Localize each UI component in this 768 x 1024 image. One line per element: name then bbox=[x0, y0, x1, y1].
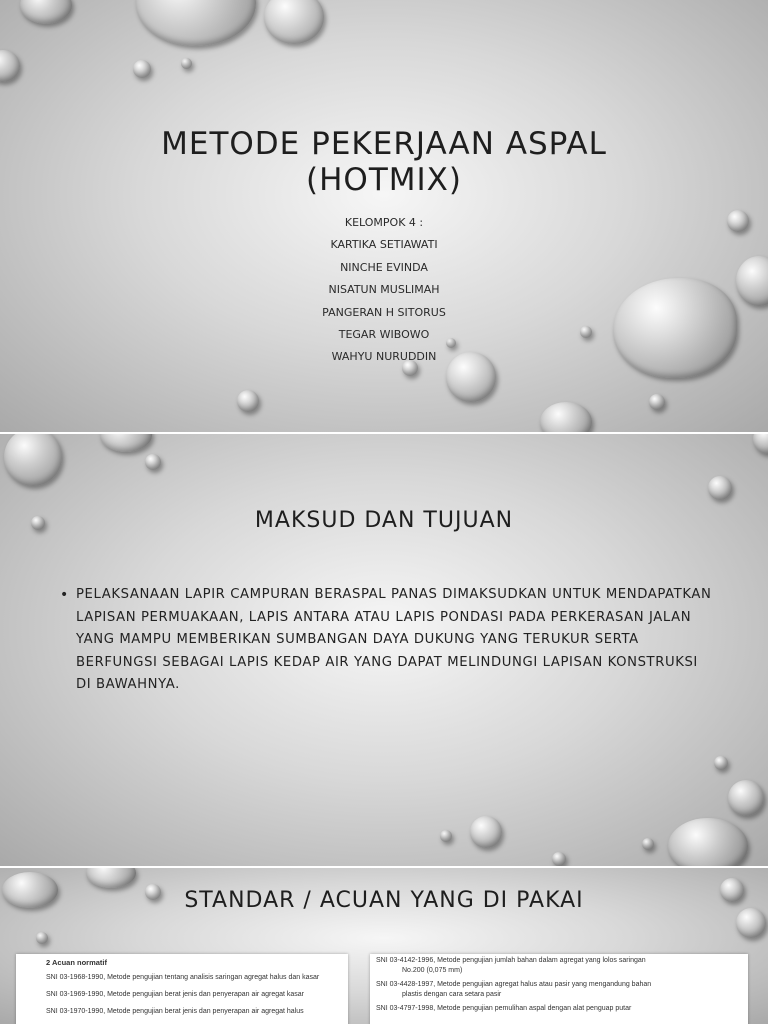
standards-slide bbox=[0, 868, 768, 1024]
water-drop-decoration bbox=[642, 838, 654, 850]
reference-line: SNI 03-4142-1996, Metode pengujian jumlah bahan dalam agregat yang lolos saringan bbox=[376, 957, 646, 964]
purpose-slide bbox=[0, 434, 768, 866]
water-drop-decoration bbox=[668, 818, 748, 866]
group-label: KELOMPOK 4 : bbox=[344, 216, 424, 229]
water-drop-decoration bbox=[540, 402, 592, 432]
section-title: MAKSUD DAN TUJUAN bbox=[254, 508, 514, 533]
normative-reference-image-left bbox=[16, 954, 348, 1024]
water-drop-decoration bbox=[714, 756, 728, 770]
reference-line: plastis dengan cara setara pasir bbox=[402, 991, 502, 998]
title-slide bbox=[0, 0, 768, 432]
bullet-point: • bbox=[60, 587, 69, 603]
reference-line: SNI 03-4428-1997, Metode pengujian agregat halus atau pasir yang mengandung bahan bbox=[376, 981, 652, 988]
reference-heading: 2 Acuan normatif bbox=[46, 958, 107, 967]
title-line-1: METODE PEKERJAAN ASPAL bbox=[161, 126, 607, 162]
member-name: NISATUN MUSLIMAH bbox=[328, 283, 440, 297]
reference-line: SNI 03-1969-1990, Metode pengujian berat jenis dan penyerapan air agregat kasar bbox=[46, 991, 305, 998]
water-drop-decoration bbox=[264, 0, 324, 44]
water-drop-decoration bbox=[86, 868, 136, 888]
group-members bbox=[0, 212, 768, 369]
water-drop-decoration bbox=[133, 60, 151, 78]
water-drop-decoration bbox=[753, 434, 768, 454]
water-drop-decoration bbox=[237, 390, 259, 412]
normative-reference-image-right bbox=[370, 954, 748, 1024]
reference-line: SNI 03-1970-1990, Metode pengujian berat jenis dan penyerapan air agregat halus bbox=[46, 1008, 304, 1015]
presentation-title bbox=[0, 126, 768, 198]
reference-line: SNI 03-4797-1998, Metode pengujian pemulihan aspal dengan alat penguap putar bbox=[376, 1005, 632, 1012]
member-name: WAHYU NURUDDIN bbox=[331, 350, 437, 364]
member-name: NINCHE EVINDA bbox=[340, 260, 428, 274]
reference-line: No.200 (0,075 mm) bbox=[402, 967, 463, 974]
member-name: PANGERAN H SITORUS bbox=[322, 305, 446, 319]
bullet-text: PELAKSANAAN LAPIR CAMPURAN BERASPAL PANAS DIMAKSUDKAN UNTUK MENDAPATKAN LAPISAN PERMUAKAAN, LAPIS ANTARA ATAU LAPIS PONDASI PADA PERKERASAN JALAN YANG MAMPU MEMBERIKAN SUMBANGAN DAYA DUKUNG YANG TERUKUR SERTA BERFUNGSI SEBAGAI LAPIS KEDAP AIR YANG DAPAT MELINDUNGI LAPISAN KONSTRUKSI DI BAWAHNYA. bbox=[76, 587, 712, 693]
water-drop-decoration bbox=[0, 50, 20, 82]
water-drop-decoration bbox=[440, 830, 452, 842]
water-drop-decoration bbox=[181, 58, 192, 69]
water-drop-decoration bbox=[36, 932, 48, 944]
water-drop-decoration bbox=[552, 852, 566, 866]
water-drop-decoration bbox=[708, 476, 732, 500]
water-drop-decoration bbox=[145, 454, 161, 470]
title-line-2: (HOTMIX) bbox=[306, 162, 462, 198]
section-title: STANDAR / ACUAN YANG DI PAKAI bbox=[184, 888, 584, 913]
member-name: TEGAR WIBOWO bbox=[338, 327, 430, 341]
reference-line: SNI 03-1968-1990, Metode pengujian tentang analisis saringan agregat halus dan kasar bbox=[46, 974, 320, 981]
water-drop-decoration bbox=[4, 434, 62, 486]
water-drop-decoration bbox=[100, 434, 152, 452]
water-drop-decoration bbox=[728, 780, 764, 816]
water-drop-decoration bbox=[136, 0, 256, 46]
water-drop-decoration bbox=[20, 0, 72, 24]
water-drop-decoration bbox=[649, 394, 665, 410]
water-drop-decoration bbox=[470, 816, 502, 848]
member-name: KARTIKA SETIAWATI bbox=[330, 238, 438, 252]
